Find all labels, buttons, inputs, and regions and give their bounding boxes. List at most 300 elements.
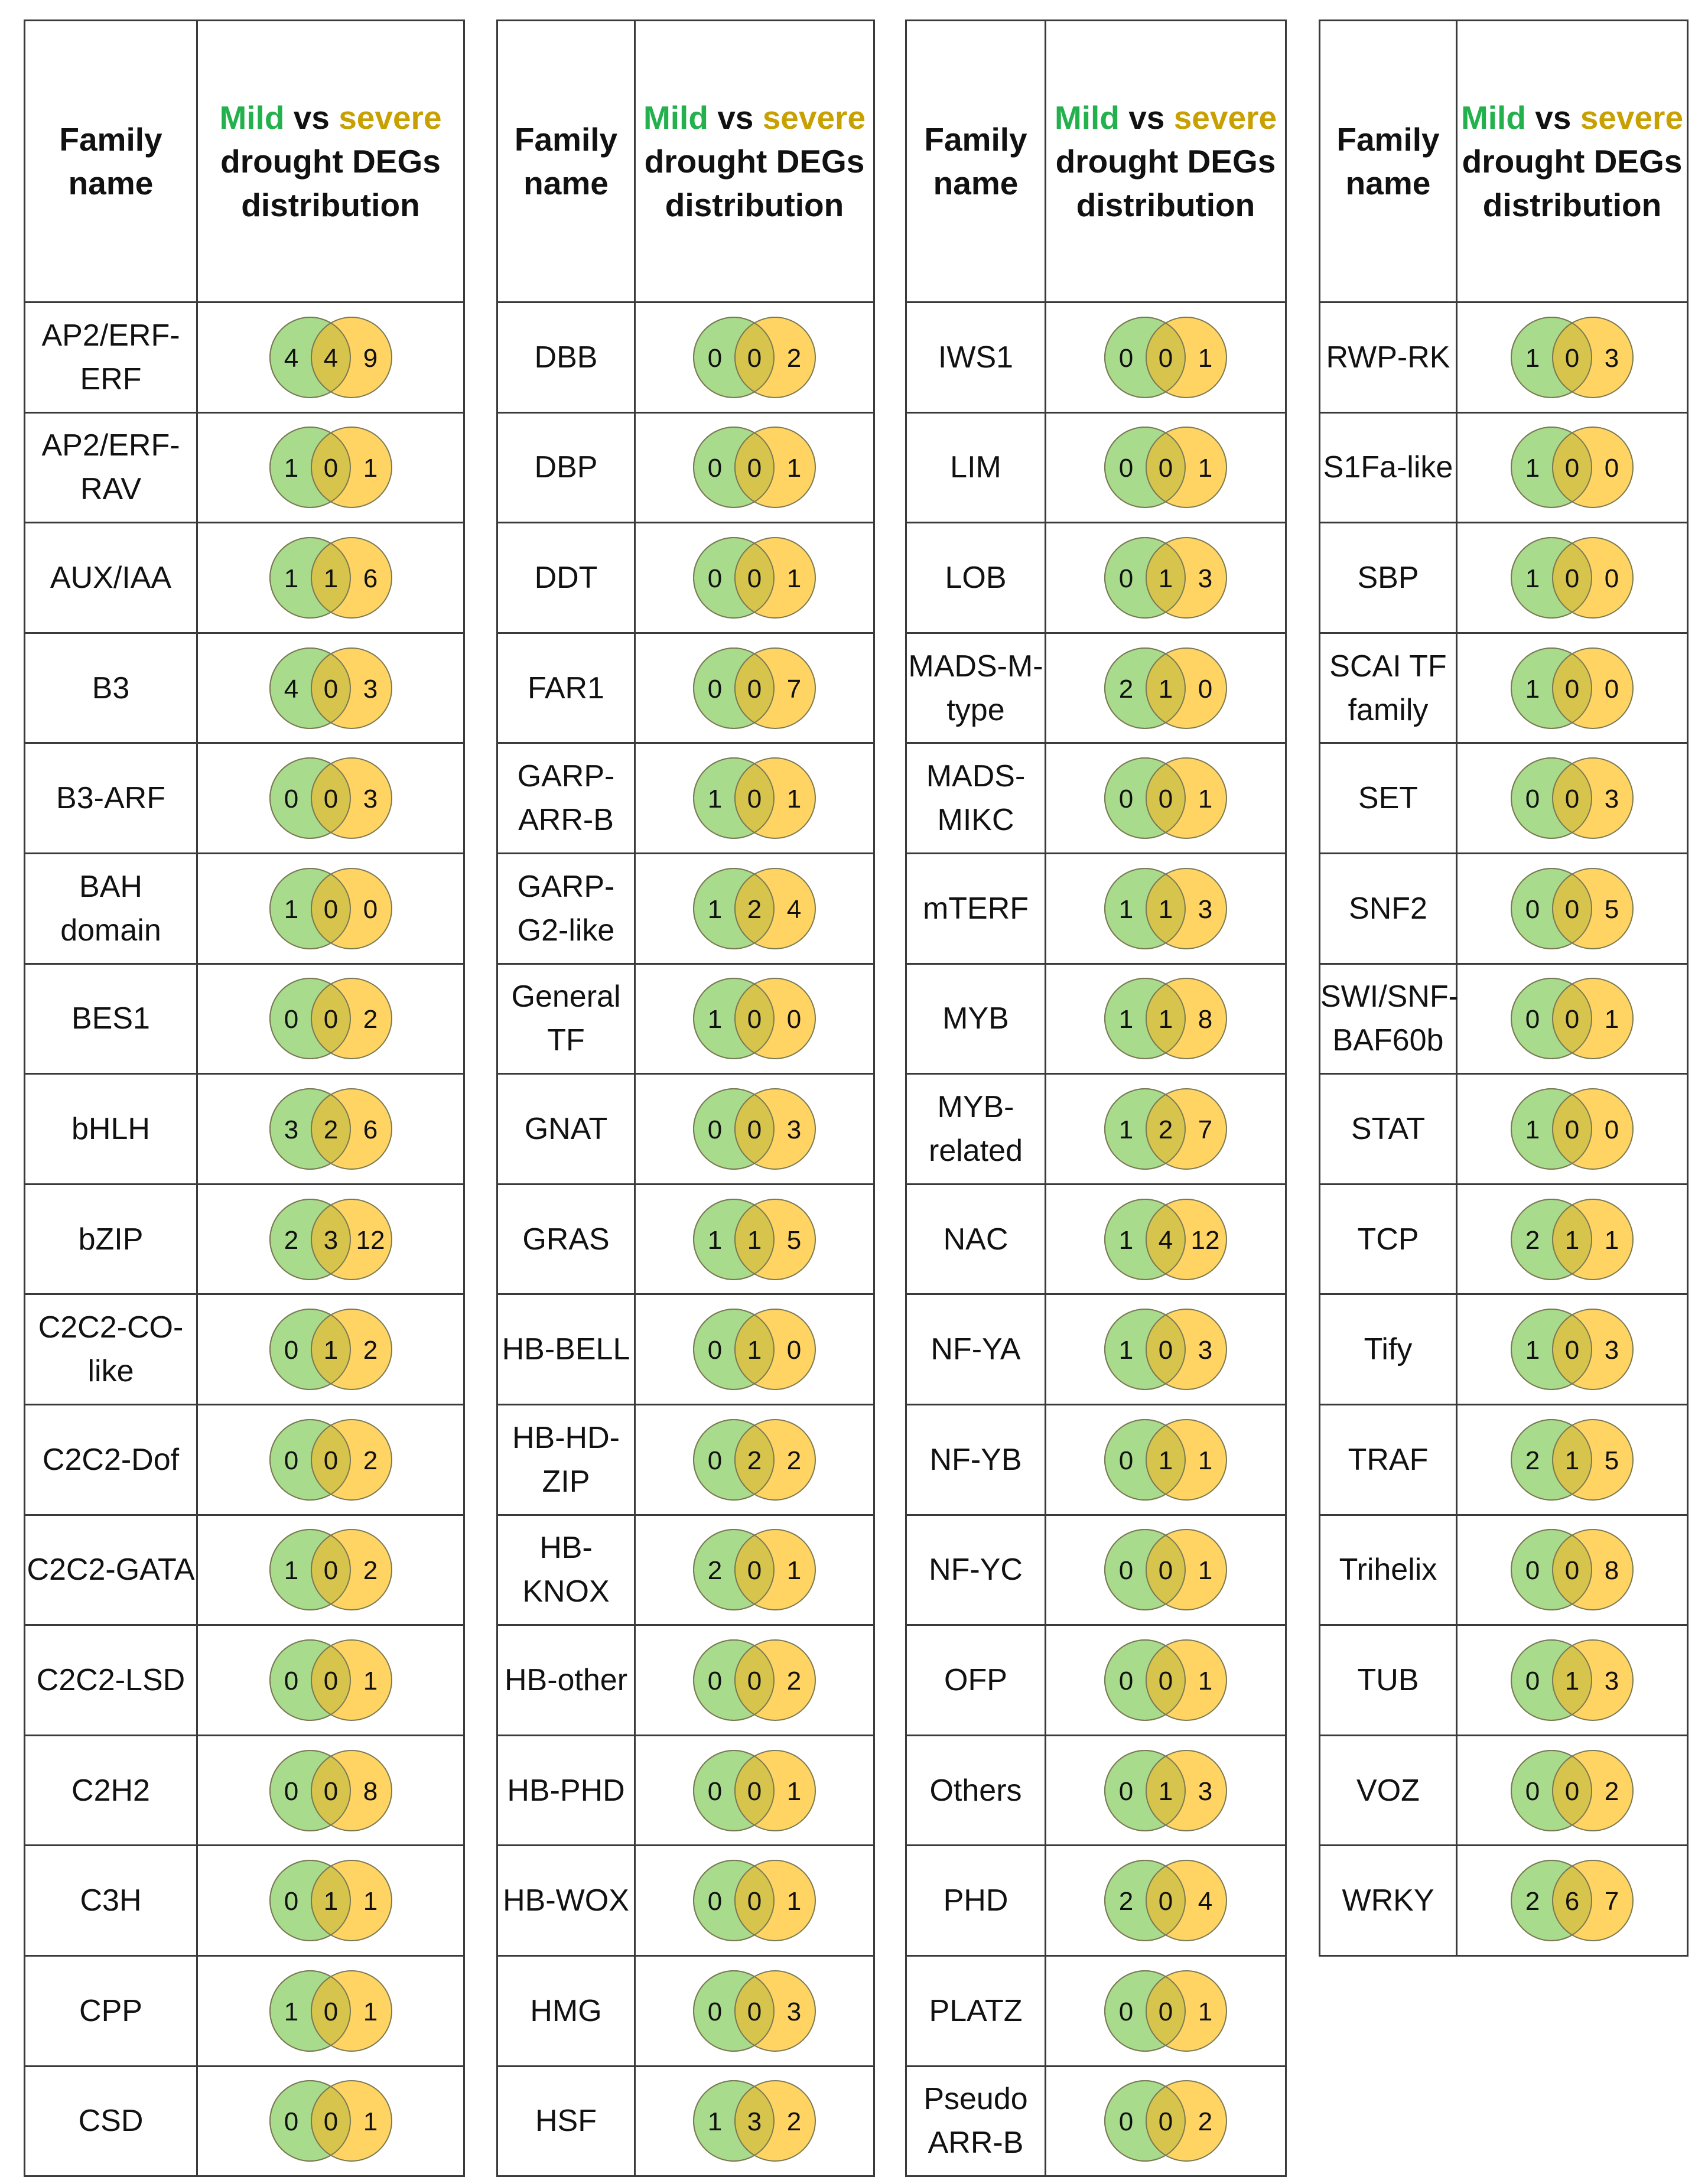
venn-cell (1457, 853, 1688, 964)
mild-only-count: 1 (1525, 454, 1540, 483)
mild-only-count: 1 (1525, 674, 1540, 704)
severe-only-count: 12 (356, 1225, 385, 1255)
table-row (1320, 964, 1688, 1074)
mild-only-count: 1 (707, 2107, 723, 2137)
family-name: PHD (943, 1883, 1008, 1918)
overlap-count: 0 (747, 564, 762, 593)
family-name: NF-YA (931, 1332, 1021, 1367)
family-name: AP2/ERF-ERF (41, 318, 180, 396)
family-name-cell (497, 1735, 635, 1846)
mild-only-count: 1 (707, 1005, 723, 1034)
table-row (1320, 1515, 1688, 1625)
venn-cell (635, 1846, 874, 1956)
table-row (25, 1404, 464, 1515)
overlap-count: 0 (747, 1666, 762, 1696)
venn-diagram (669, 307, 840, 408)
family-name: GRAS (522, 1222, 610, 1257)
mild-only-count: 1 (1525, 343, 1540, 373)
mild-only-count: 0 (707, 1115, 723, 1144)
family-name-header-label: Family name (514, 121, 618, 201)
family-name: HB-KNOX (522, 1531, 610, 1609)
overlap-count: 1 (1158, 1776, 1173, 1806)
family-name-cell (906, 1625, 1046, 1736)
venn-cell (1046, 1846, 1286, 1956)
table-row (1320, 743, 1688, 854)
family-name: mTERF (922, 891, 1029, 926)
family-name-cell (1320, 1074, 1457, 1185)
overlap-count: 0 (747, 1005, 762, 1034)
family-name-cell (1320, 1735, 1457, 1846)
venn-diagram (245, 1299, 417, 1400)
tf-family-table-3 (905, 19, 1287, 2177)
mild-only-count: 0 (707, 674, 723, 704)
venn-cell (197, 1846, 464, 1956)
family-name-cell (906, 1735, 1046, 1846)
venn-diagram (669, 417, 840, 518)
table-row (25, 412, 464, 523)
severe-only-count: 3 (363, 674, 378, 704)
severe-only-count: 1 (1198, 1666, 1213, 1696)
severe-only-count: 5 (1604, 1446, 1619, 1475)
venn-diagram (1486, 417, 1658, 518)
venn-diagram (1080, 1630, 1251, 1730)
severe-only-count: 2 (1604, 1776, 1619, 1806)
overlap-count: 1 (747, 1336, 762, 1365)
venn-cell (1046, 853, 1286, 964)
mild-only-count: 0 (707, 1446, 723, 1475)
overlap-count: 4 (1158, 1225, 1173, 1255)
overlap-count: 3 (323, 1225, 338, 1255)
severe-only-count: 1 (1198, 1446, 1213, 1475)
severe-only-count: 1 (1604, 1225, 1619, 1255)
table-row (25, 964, 464, 1074)
family-name: C3H (80, 1883, 142, 1918)
family-name: LIM (950, 450, 1001, 485)
mild-only-count: 1 (707, 894, 723, 924)
table-row (906, 1625, 1286, 1736)
family-name: SCAI TF family (1329, 649, 1447, 727)
family-name-cell (497, 1515, 635, 1625)
venn-diagram (1486, 1189, 1658, 1290)
table-row (1320, 1735, 1688, 1846)
venn-cell (635, 1404, 874, 1515)
family-name-cell (497, 1625, 635, 1736)
family-name: HMG (530, 1993, 602, 2028)
family-name-header-label: Family name (59, 121, 162, 201)
table-row (1320, 853, 1688, 964)
table-row (25, 1294, 464, 1405)
venn-cell (1457, 743, 1688, 854)
venn-cell (1046, 743, 1286, 854)
mild-only-count: 0 (1525, 785, 1540, 814)
table-row (25, 1184, 464, 1294)
family-name: C2C2-LSD (36, 1662, 186, 1697)
family-name-cell (1320, 1294, 1457, 1405)
venn-cell (635, 964, 874, 1074)
severe-only-count: 1 (786, 454, 802, 483)
severe-only-count: 3 (1198, 564, 1213, 593)
header-row (906, 21, 1286, 302)
severe-only-count: 3 (1198, 1336, 1213, 1365)
severe-only-count: 0 (1604, 1115, 1619, 1144)
mild-only-count: 0 (707, 343, 723, 373)
family-name: BES1 (71, 1001, 150, 1036)
table-row (1320, 302, 1688, 413)
overlap-count: 0 (323, 1776, 338, 1806)
venn-diagram (245, 1850, 417, 1951)
family-name-cell (906, 412, 1046, 523)
venn-diagram (245, 638, 417, 738)
overlap-count: 0 (1564, 1776, 1580, 1806)
family-name: C2C2-CO-like (38, 1310, 184, 1389)
mild-only-count: 1 (284, 894, 298, 924)
overlap-count: 0 (323, 1666, 338, 1696)
family-name-cell (25, 964, 197, 1074)
mild-only-count: 1 (1525, 564, 1540, 593)
overlap-count: 1 (1158, 1005, 1173, 1034)
overlap-count: 0 (323, 2107, 338, 2137)
venn-cell (1046, 1184, 1286, 1294)
overlap-count: 6 (1564, 1887, 1580, 1916)
mild-only-count: 2 (1525, 1225, 1540, 1255)
vs-label: vs (1535, 99, 1572, 136)
overlap-count: 0 (1158, 785, 1173, 814)
overlap-count: 0 (323, 1446, 338, 1475)
venn-cell (197, 302, 464, 413)
severe-only-count: 0 (1604, 564, 1619, 593)
family-name-cell (906, 302, 1046, 413)
severe-label: severe (1580, 99, 1684, 136)
severe-only-count: 2 (363, 1446, 378, 1475)
family-name: RWP-RK (1326, 340, 1450, 375)
venn-cell (1457, 1404, 1688, 1515)
overlap-count: 0 (747, 1556, 762, 1586)
mild-only-count: 1 (707, 785, 723, 814)
venn-diagram (1486, 748, 1658, 848)
family-name: B3-ARF (56, 781, 165, 816)
venn-diagram (1080, 2071, 1251, 2171)
family-name-cell (497, 633, 635, 743)
family-name: Pseudo ARR-B (923, 2082, 1028, 2160)
table-row (1320, 1846, 1688, 1956)
table-row (1320, 633, 1688, 743)
venn-diagram (1080, 528, 1251, 628)
severe-only-count: 1 (363, 1887, 378, 1916)
venn-diagram (245, 1410, 417, 1510)
severe-only-count: 1 (363, 454, 378, 483)
venn-diagram (1486, 1850, 1658, 1951)
table-row (906, 2066, 1286, 2176)
family-name-cell (25, 412, 197, 523)
severe-only-count: 2 (363, 1005, 378, 1034)
family-name-header (1320, 21, 1457, 302)
header-row (25, 21, 464, 302)
family-name: AP2/ERF-RAV (41, 428, 180, 507)
table-row (25, 1074, 464, 1185)
venn-cell (1457, 412, 1688, 523)
venn-cell (197, 1515, 464, 1625)
severe-only-count: 2 (363, 1556, 378, 1586)
mild-only-count: 0 (1118, 1446, 1134, 1475)
venn-cell (197, 1625, 464, 1736)
table-row (1320, 523, 1688, 633)
venn-diagram (1080, 968, 1251, 1069)
family-name: BAH domain (60, 869, 161, 948)
family-name-cell (906, 964, 1046, 1074)
venn-diagram (1486, 1519, 1658, 1620)
family-name-cell (1320, 302, 1457, 413)
family-name: NF-YB (929, 1442, 1022, 1477)
venn-cell (1457, 1735, 1688, 1846)
mild-only-count: 1 (284, 1997, 298, 2026)
table-row (497, 964, 874, 1074)
family-name: STAT (1351, 1111, 1426, 1146)
venn-diagram (245, 858, 417, 959)
family-name-header (906, 21, 1046, 302)
mild-only-count: 0 (1118, 1666, 1134, 1696)
family-name-cell (906, 2066, 1046, 2176)
family-name: HSF (535, 2104, 597, 2139)
mild-only-count: 0 (1525, 1556, 1540, 1586)
table-row (1320, 1184, 1688, 1294)
severe-only-count: 2 (786, 2107, 802, 2137)
overlap-count: 1 (1158, 1446, 1173, 1475)
family-name-cell (25, 1846, 197, 1956)
severe-only-count: 1 (786, 564, 802, 593)
overlap-count: 0 (1158, 1336, 1173, 1365)
overlap-count: 2 (1158, 1115, 1173, 1144)
table-row (906, 1955, 1286, 2066)
family-name-cell (497, 1404, 635, 1515)
venn-cell (635, 302, 874, 413)
venn-cell (1046, 1515, 1286, 1625)
family-name-cell (497, 1846, 635, 1956)
venn-cell (635, 1184, 874, 1294)
venn-diagram (1486, 1410, 1658, 1510)
table-row (25, 743, 464, 854)
family-name-cell (25, 302, 197, 413)
family-name: SWI/SNF-BAF60b (1320, 980, 1459, 1058)
severe-only-count: 2 (786, 1666, 802, 1696)
venn-cell (1046, 1625, 1286, 1736)
family-name: TRAF (1348, 1442, 1429, 1477)
venn-cell (197, 964, 464, 1074)
overlap-count: 0 (1564, 894, 1580, 924)
family-name: CSD (78, 2104, 144, 2139)
severe-only-count: 3 (786, 1997, 802, 2026)
overlap-count: 0 (323, 1997, 338, 2026)
family-name: MYB-related (929, 1089, 1023, 1168)
mild-only-count: 1 (1525, 1336, 1540, 1365)
venn-cell (1046, 1735, 1286, 1846)
family-name: FAR1 (527, 671, 605, 705)
table-row (1320, 1294, 1688, 1405)
venn-cell (197, 743, 464, 854)
table-row (497, 1404, 874, 1515)
mild-only-count: 1 (1525, 1115, 1540, 1144)
table-row (906, 1515, 1286, 1625)
mild-only-count: 0 (284, 1446, 298, 1475)
overlap-count: 0 (747, 785, 762, 814)
venn-cell (635, 1955, 874, 2066)
severe-only-count: 0 (363, 894, 378, 924)
venn-cell (1457, 1515, 1688, 1625)
mild-only-count: 1 (1118, 1225, 1134, 1255)
table-row (1320, 1404, 1688, 1515)
family-name-cell (1320, 964, 1457, 1074)
venn-cell (1046, 1955, 1286, 2066)
venn-diagram (669, 638, 840, 738)
mild-only-count: 0 (1118, 454, 1134, 483)
venn-cell (197, 1404, 464, 1515)
family-name-cell (1320, 633, 1457, 743)
venn-cell (1457, 1184, 1688, 1294)
mild-only-count: 0 (284, 785, 298, 814)
venn-cell (635, 2066, 874, 2176)
venn-diagram (245, 1189, 417, 1290)
severe-only-count: 8 (1604, 1556, 1619, 1586)
table-row (1320, 1625, 1688, 1736)
overlap-count: 0 (747, 1997, 762, 2026)
mild-label: Mild (643, 99, 708, 136)
family-name: GNAT (524, 1111, 608, 1146)
family-name-header (497, 21, 635, 302)
family-name: MADS-M-type (908, 649, 1043, 727)
table-row (497, 1735, 874, 1846)
family-name-header-label: Family name (924, 121, 1027, 201)
table-row (25, 1955, 464, 2066)
family-name-cell (497, 853, 635, 964)
table-row (497, 1846, 874, 1956)
venn-cell (1046, 1074, 1286, 1185)
overlap-count: 0 (747, 454, 762, 483)
venn-diagram (1486, 638, 1658, 738)
overlap-count: 2 (747, 1446, 762, 1475)
family-name: TUB (1357, 1662, 1419, 1697)
family-name-cell (1320, 523, 1457, 633)
severe-only-count: 1 (1198, 343, 1213, 373)
overlap-count: 1 (1158, 674, 1173, 704)
family-name-cell (906, 633, 1046, 743)
distribution-header (1046, 21, 1286, 302)
mild-label: Mild (219, 99, 285, 136)
family-name-cell (906, 1074, 1046, 1185)
mild-only-count: 0 (284, 1336, 298, 1365)
table-row (25, 1735, 464, 1846)
mild-only-count: 0 (707, 1666, 723, 1696)
overlap-count: 0 (1564, 564, 1580, 593)
mild-label: Mild (1460, 99, 1526, 136)
family-name: HB-PHD (507, 1773, 625, 1808)
family-name-cell (25, 2066, 197, 2176)
family-name-cell (25, 1074, 197, 1185)
overlap-count: 0 (1564, 785, 1580, 814)
severe-only-count: 1 (786, 1887, 802, 1916)
venn-cell (197, 1074, 464, 1185)
venn-diagram (1080, 307, 1251, 408)
family-name-cell (497, 1074, 635, 1185)
venn-cell (197, 523, 464, 633)
venn-cell (635, 523, 874, 633)
venn-cell (1457, 1074, 1688, 1185)
family-name-cell (497, 523, 635, 633)
venn-cell (1457, 1846, 1688, 1956)
tf-family-table-4 (1319, 19, 1689, 1957)
table-row (906, 1735, 1286, 1846)
family-name-cell (25, 1735, 197, 1846)
venn-cell (197, 853, 464, 964)
distribution-header (1457, 21, 1688, 302)
table-row (906, 412, 1286, 523)
severe-only-count: 3 (1198, 894, 1213, 924)
table-row (25, 302, 464, 413)
venn-cell (1046, 2066, 1286, 2176)
family-name-cell (25, 743, 197, 854)
table-row (497, 853, 874, 964)
family-name: General TF (511, 980, 621, 1058)
tf-family-table-2 (496, 19, 875, 2177)
venn-cell (1046, 1294, 1286, 1405)
family-name-cell (1320, 412, 1457, 523)
family-name-cell (25, 1404, 197, 1515)
family-name-cell (906, 1955, 1046, 2066)
table-row (25, 1625, 464, 1736)
venn-cell (197, 633, 464, 743)
table-row (25, 1515, 464, 1625)
venn-diagram (669, 1079, 840, 1179)
venn-diagram (1486, 1630, 1658, 1730)
overlap-count: 0 (323, 454, 338, 483)
overlap-count: 0 (1158, 343, 1173, 373)
family-name: HB-BELL (502, 1332, 630, 1367)
mild-only-count: 0 (284, 1666, 298, 1696)
table-row (497, 412, 874, 523)
mild-only-count: 0 (1525, 1776, 1540, 1806)
table-row (497, 1515, 874, 1625)
venn-diagram (1080, 1519, 1251, 1620)
family-name-cell (25, 853, 197, 964)
venn-cell (197, 1184, 464, 1294)
severe-only-count: 1 (363, 2107, 378, 2137)
table-row (906, 1184, 1286, 1294)
venn-cell (1457, 523, 1688, 633)
overlap-count: 0 (323, 894, 338, 924)
family-name-cell (25, 523, 197, 633)
venn-diagram (1486, 528, 1658, 628)
table-row (906, 302, 1286, 413)
severe-only-count: 2 (363, 1336, 378, 1365)
severe-only-count: 6 (363, 1115, 378, 1144)
distribution-header (197, 21, 464, 302)
overlap-count: 0 (1158, 454, 1173, 483)
venn-diagram (245, 1961, 417, 2061)
venn-cell (635, 633, 874, 743)
family-name: DBP (534, 450, 598, 485)
venn-diagram (1080, 1740, 1251, 1841)
table-row (25, 1846, 464, 1956)
family-name-header-label: Family name (1336, 121, 1440, 201)
family-name-cell (25, 1625, 197, 1736)
severe-only-count: 9 (363, 343, 378, 373)
table-row (497, 1184, 874, 1294)
overlap-count: 1 (1158, 894, 1173, 924)
table-row (497, 633, 874, 743)
distribution-label: drought DEGs distribution (1462, 143, 1683, 223)
mild-only-count: 1 (1118, 1005, 1134, 1034)
severe-only-count: 3 (786, 1115, 802, 1144)
table-row (1320, 412, 1688, 523)
venn-diagram (1080, 858, 1251, 959)
